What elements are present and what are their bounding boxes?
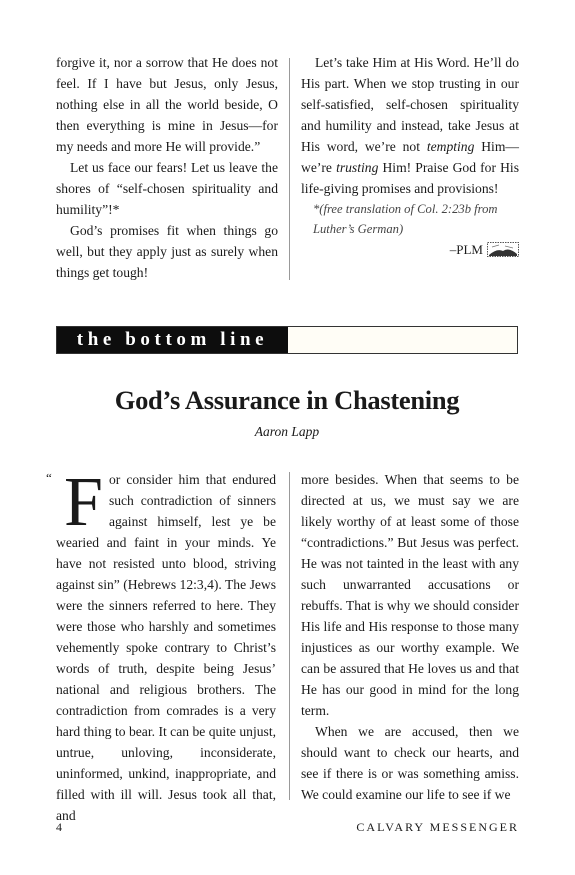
paragraph: For consider him that endured such contradiction of sinners against himself, lest ye be wearied and faint in your minds. Ye have not resisted unto blood, striving against sin” (Hebrews 12:3,4). The Jews were the sinners referred to here. They were those who harshly and sometimes vehemently spoke contrary to Christ’s words of truth, despite being Jesus’ national and religious brothers. The contradiction from comrades is a very hard thing to bear. It can be quite unjust, untrue, unloving, inconsiderate, uninformed, unkind, inappropriate, and filled with ill will. Jesus took all that, and: [56, 464, 276, 823]
column-divider: [289, 472, 290, 800]
top-right-column: [301, 52, 519, 260]
article-right-column: [301, 469, 519, 805]
opening-quote: “: [46, 470, 52, 485]
article-left-column: [56, 464, 276, 826]
scenery-icon: [487, 242, 519, 257]
banner-label: the bottom line: [57, 327, 288, 353]
top-left-column: [56, 52, 278, 283]
drop-cap: F: [64, 464, 103, 541]
footnote: *(free translation of Col. 2:23b from Luther’s German): [313, 202, 498, 236]
column-divider: [289, 58, 290, 280]
publication-name: CALVARY MESSENGER: [356, 820, 519, 834]
paragraph: more besides. When that seems to be directed at us, we must say we are likely worthy of at least some of those “contradictions.” But Jesus was perfect. He was not tainted in the least with any such unwarranted accusations or rebuffs. That is why we should consider His life and His response to those many injustices as our worthy example. We can be assured that He loves us and that He has our good in mind for the long term.: [301, 472, 519, 718]
article-title: God’s Assurance in Chastening: [114, 385, 460, 415]
paragraph: Let us face our fears! Let us leave the shores of “self-chosen spirituality and humility”!*: [56, 160, 278, 217]
page-number: 4: [56, 820, 62, 834]
section-banner: [56, 326, 518, 354]
paragraph: God’s promises fit when things go well, but they apply just as surely when things get tough!: [56, 223, 278, 280]
paragraph: forgive it, nor a sorrow that He does not feel. If I have but Jesus, only Jesus, nothing else in all the world beside, O then everything is mine in Jesus—for my needs and more He will provide.”: [56, 55, 278, 154]
paragraph: Let’s take Him at His Word. He’ll do His part. When we stop trusting in our self-satisfied, self-chosen spirituality and humility and instead, take Jesus at His word, we’re not tempting Him—we’re trusting Him! Praise God for His life-giving promises and provisions!: [301, 55, 519, 196]
signature: –PLM: [301, 239, 519, 260]
paragraph: When we are accused, then we should want to check our hearts, and see if there is or was something amiss. We could examine our life to see if we: [301, 724, 519, 802]
article-author: Aaron Lapp: [254, 424, 320, 439]
